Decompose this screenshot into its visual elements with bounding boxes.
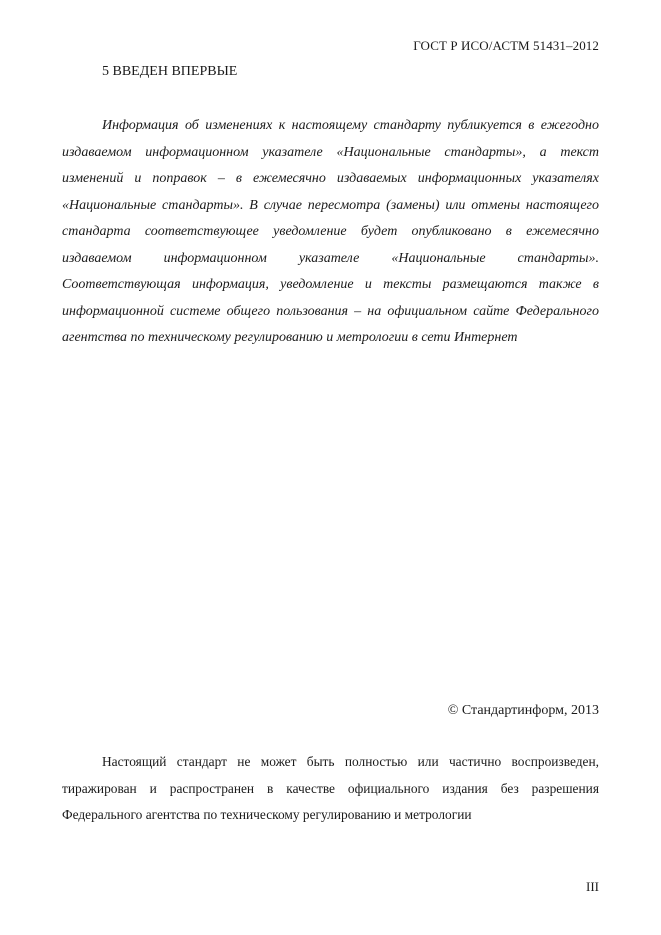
page-number: III [586,879,599,894]
info-paragraph: Информация об изменениях к настоящему стандарту публикуется в ежегодно издаваемом информационном указателе «Национальные стандарты», а текст изменений и поправок – в ежемесячно издаваемых информационных указателях «Национальные стандарты». В случае пересмотра (замены) или отмены настоящего стандарта соответствующее уведомление будет опубликовано в ежемесячно издаваемом информационном указателе «Национальные стандарты». Соответствующая информация, уведомление и тексты размещаются также в информационной системе общего пользования – на официальном сайте Федерального агентства по техническому регулированию и метрологии в сети Интернет [62,118,599,345]
section-title: 5 ВВЕДЕН ВПЕРВЫЕ [102,64,238,79]
copyright-notice: © Стандартинформ, 2013 [447,703,599,718]
standard-code: ГОСТ Р ИСО/АСТМ 51431–2012 [413,38,599,53]
reproduction-notice: Настоящий стандарт не может быть полностью или частично воспроизведен, тиражирован и распространен в качестве официального издания без разрешения Федерального агентства по техническому регулированию и метрологии [62,754,599,822]
